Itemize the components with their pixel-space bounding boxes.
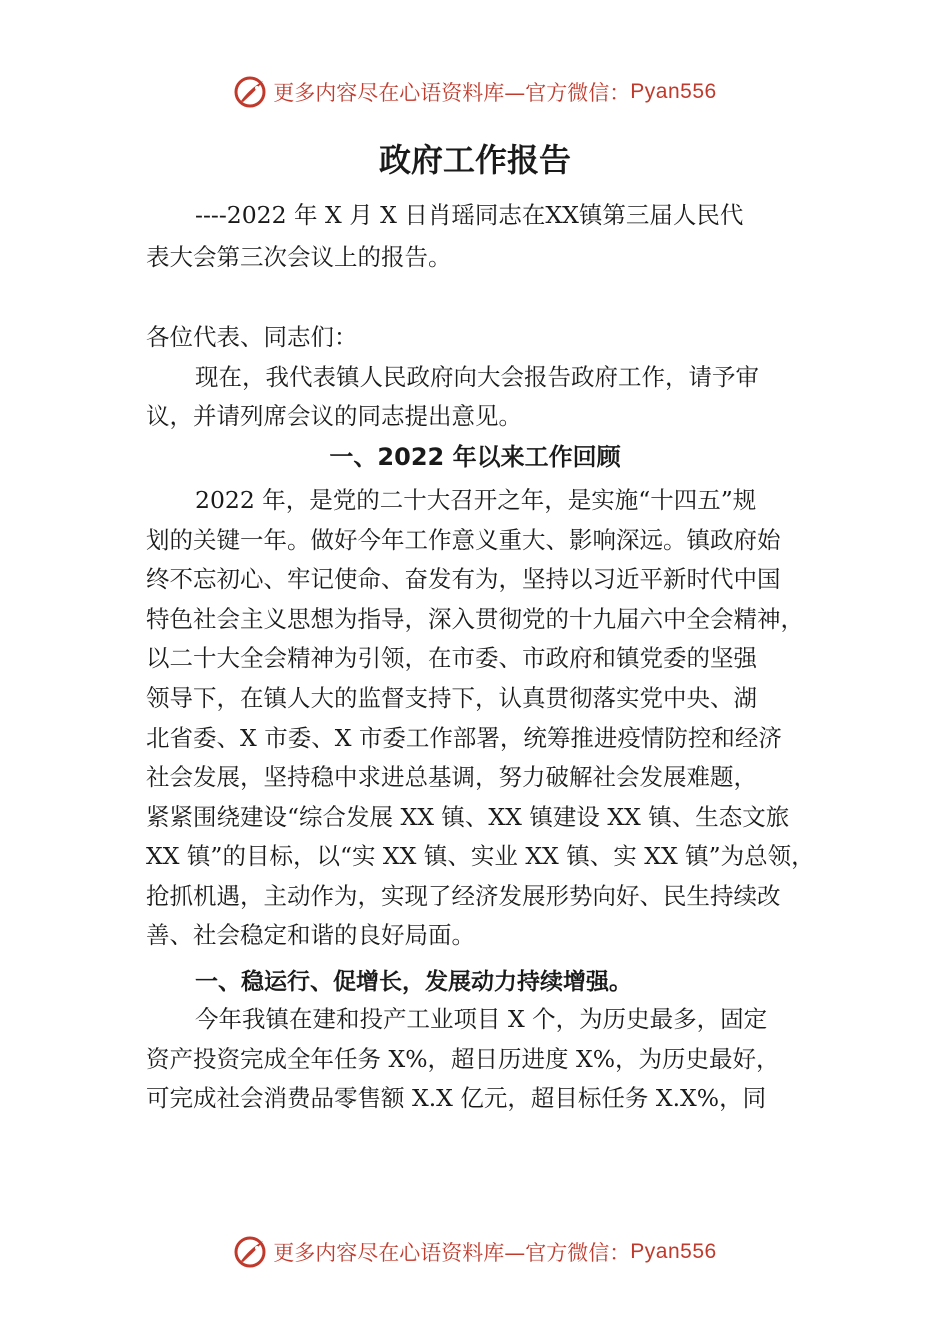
paragraph-line: 今年我镇在建和投产工业项目 X 个，为历史最多，固定 (195, 1005, 768, 1033)
paragraph-line: 抢抓机遇，主动作为，实现了经济发展形势向好、民生持续改 (146, 882, 781, 910)
quill-logo-icon (233, 1235, 267, 1269)
paragraph-line: 北省委、X 市委、X 市委工作部署，统筹推进疫情防控和经济 (146, 724, 782, 752)
document-title: 政府工作报告 (378, 141, 571, 179)
watermark-wechat: Pyan556 (630, 1240, 717, 1263)
subtitle-line: ----2022 年 X 月 X 日肖瑶同志在XX镇第三届人民代 (195, 201, 744, 229)
subsection-heading: 一、稳运行、促增长，发展动力持续增强。 (195, 969, 632, 995)
watermark-header (0, 72, 950, 112)
paragraph-line: 紧紧围绕建设“综合发展 XX 镇、XX 镇建设 XX 镇、生态文旅 (146, 803, 790, 831)
paragraph-line: 划的关键一年。做好今年工作意义重大、影响深远。镇政府始 (146, 526, 781, 554)
subtitle-line: 表大会第三次会议上的报告。 (146, 243, 452, 271)
paragraph-line: 资产投资完成全年任务 X%，超日历进度 X%，为历史最好， (146, 1045, 780, 1073)
section-heading: 一、2022 年以来工作回顾 (329, 443, 621, 471)
paragraph-line: 可完成社会消费品零售额 X.X 亿元，超目标任务 X.X%，同 (146, 1084, 767, 1112)
paragraph-line: 以二十大全会精神为引领，在市委、市政府和镇党委的坚强 (146, 644, 757, 672)
paragraph-line: 2022 年，是党的二十大召开之年，是实施“十四五”规 (195, 486, 757, 514)
paragraph-line: 善、社会稳定和谐的良好局面。 (146, 921, 475, 949)
paragraph-line: XX 镇”的目标，以“实 XX 镇、实业 XX 镇、实 XX 镇”为总领， (146, 842, 815, 870)
salutation: 各位代表、同志们： (146, 323, 358, 351)
watermark-text: 更多内容尽在心语资料库—官方微信： (273, 81, 631, 105)
watermark-text: 更多内容尽在心语资料库—官方微信： (273, 1241, 631, 1265)
quill-logo-icon (233, 75, 267, 109)
intro-line: 议，并请列席会议的同志提出意见。 (146, 402, 522, 430)
watermark-footer (0, 1232, 950, 1272)
watermark-wechat: Pyan556 (630, 80, 717, 103)
paragraph-line: 社会发展，坚持稳中求进总基调，努力破解社会发展难题， (146, 763, 757, 791)
paragraph-line: 特色社会主义思想为指导，深入贯彻党的十九届六中全会精神， (146, 605, 804, 633)
intro-line: 现在，我代表镇人民政府向大会报告政府工作，请予审 (195, 363, 759, 391)
paragraph-line: 领导下，在镇人大的监督支持下，认真贯彻落实党中央、湖 (146, 684, 757, 712)
paragraph-line: 终不忘初心、牢记使命、奋发有为，坚持以习近平新时代中国 (146, 565, 781, 593)
